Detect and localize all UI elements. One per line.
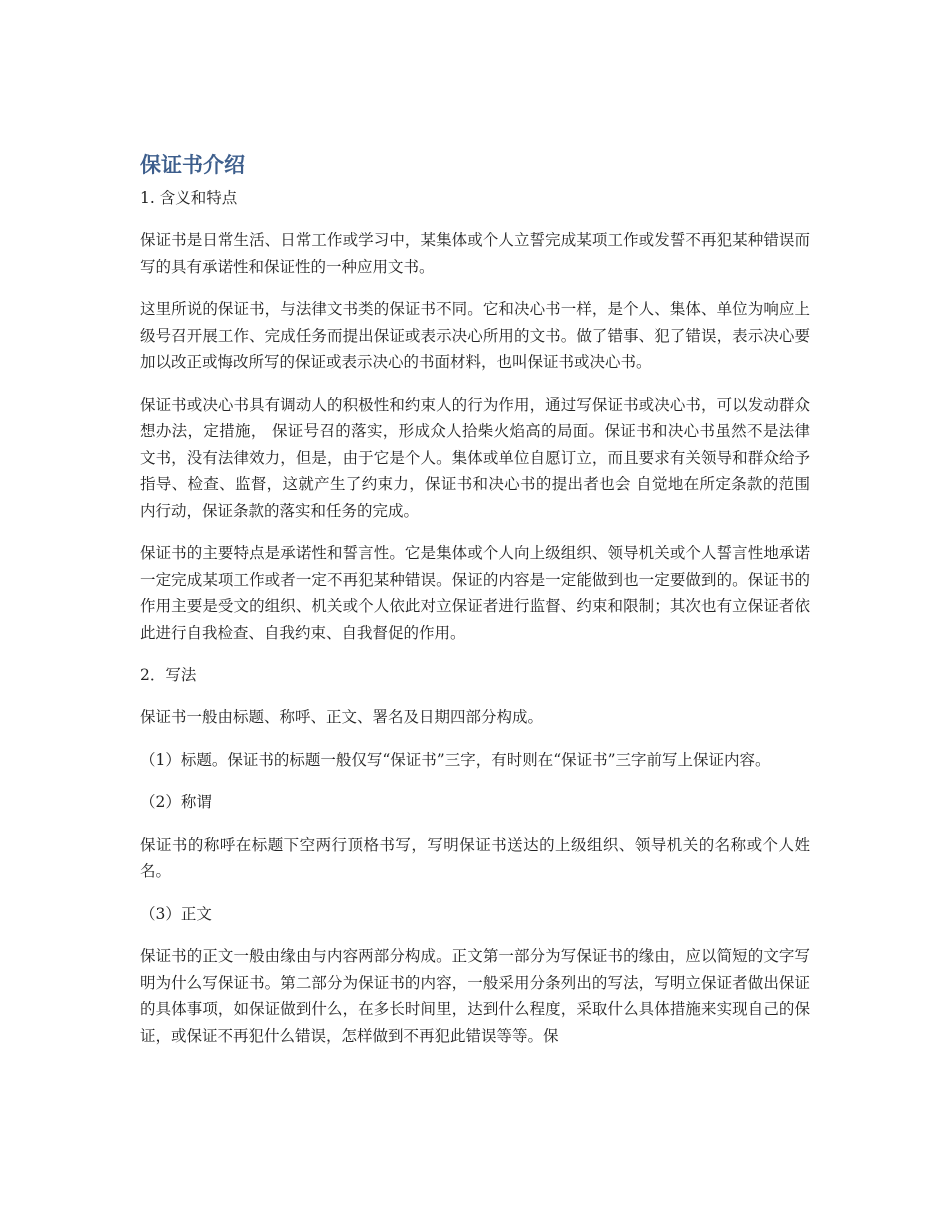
paragraph-function: 保证书或决心书具有调动人的积极性和约束人的行为作用，通过写保证书或决心书，可以发动群众想办法，定措施， 保证号召的落实，形成众人拾柴火焰高的局面。保证书和决心书虽然不是法律文书，没有法律效力，但是，由于它是个人。集体或单位自愿订立，而且要求有关领导和群众给予指导、检查、监督，这就产生了约束力，保证书和决心书的提出者也会 自觉地在所定条款的范围内行动，保证条款的落实和任务的完成。 xyxy=(140,395,810,520)
paragraph-characteristics: 保证书的主要特点是承诺性和誓言性。它是集体或个人向上级组织、领导机关或个人誓言性地承诺一定完成某项工作或者一定不再犯某种错误。保证的内容是一定能做到也一定要做到的。保证书的作用主要是受文的组织、机关或个人依此对立保证者进行监督、约束和限制；其次也有立保证者依此进行自我检查、自我约束、自我督促的作用。 xyxy=(140,544,810,642)
paragraph-title-rule: （1）标题。保证书的标题一般仅写“保证书”三字，有时则在“保证书”三字前写上保证内容。 xyxy=(140,750,771,769)
section-heading-writing: 2．写法 xyxy=(140,666,197,684)
paragraph-definition: 保证书是日常生活、日常工作或学习中，某集体或个人立誓完成某项工作或发誓不再犯某种错误而写的具有承诺性和保证性的一种应用文书。 xyxy=(140,231,810,276)
section-heading-meaning: 1. 含义和特点 xyxy=(140,189,238,207)
document-title: 保证书介绍 xyxy=(140,153,245,177)
paragraph-distinction: 这里所说的保证书，与法律文书类的保证书不同。它和决心书一样，是个人、集体、单位为响应上级号召开展工作、完成任务而提出保证或表示决心所用的文书。做了错事、犯了错误，表示决心要加以改正或悔改所写的保证或表示决心的书面材料，也叫保证书或决心书。 xyxy=(140,300,810,371)
paragraph-salutation: 保证书的称呼在标题下空两行顶格书写，写明保证书送达的上级组织、领导机关的名称或个人姓名。 xyxy=(140,835,810,880)
subheading-body: （3）正文 xyxy=(140,904,212,923)
document-page xyxy=(140,150,810,1065)
paragraph-body: 保证书的正文一般由缘由与内容两部分构成。正文第一部分为写保证书的缘由，应以简短的文字写明为什么写保证书。第二部分为保证书的内容，一般采用分条列出的写法，写明立保证者做出保证的具体事项，如保证做到什么，在多长时间里，达到什么程度，采取什么具体措施来实现自己的保证，或保证不再犯什么错误，怎样做到不再犯此错误等等。保 xyxy=(140,947,810,1045)
paragraph-structure: 保证书一般由标题、称呼、正文、署名及日期四部分构成。 xyxy=(140,708,544,726)
subheading-salutation: （2）称谓 xyxy=(140,793,212,811)
